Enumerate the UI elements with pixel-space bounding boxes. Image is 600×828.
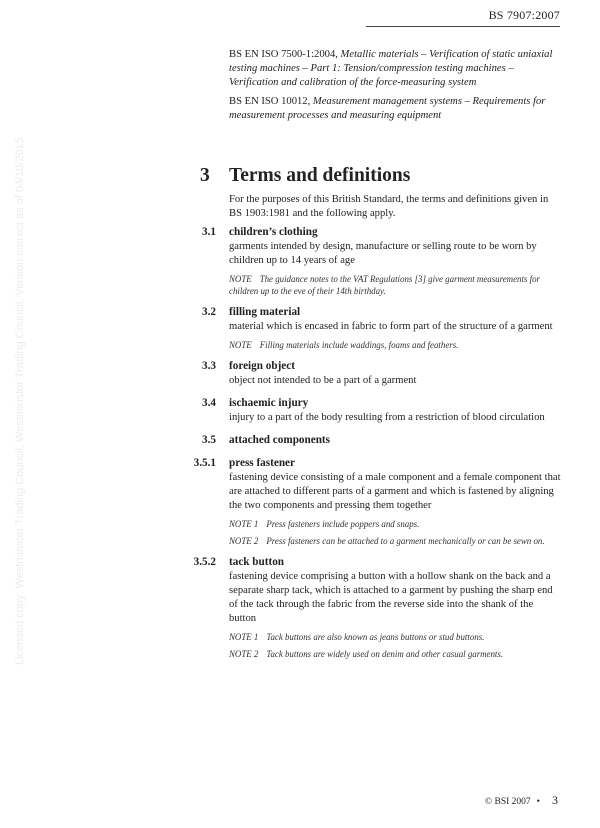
term-note — [229, 273, 559, 297]
term-number: 3.3 — [202, 360, 216, 372]
reference-code: BS EN ISO 10012, — [229, 96, 311, 107]
term-definition: injury to a part of the body resulting from a restriction of blood circulation — [229, 412, 545, 423]
normative-references-list — [229, 48, 557, 128]
reference-title: Metallic materials – Verification of static uniaxial testing machines – Part 1: Tension/compression testing machines – Verification and calibration of the force-measuring system — [229, 49, 553, 88]
section-title: Terms and definitions — [229, 165, 411, 186]
page-footer — [485, 793, 558, 808]
term-note — [229, 535, 559, 547]
note-label: NOTE 2 — [229, 649, 259, 659]
note-text: Tack buttons are widely used on denim and other casual garments. — [266, 649, 504, 659]
reference-code: BS EN ISO 7500-1:2004, — [229, 49, 338, 60]
note-text: The guidance notes to the VAT Regulations [3] give garment measurements for children up to the eve of their 14th birthday. — [229, 274, 540, 296]
term-name: filling material — [229, 306, 301, 318]
reference-item — [229, 95, 557, 123]
reference-title: Measurement management systems – Requirements for measurement processes and measuring equipment — [229, 96, 546, 121]
term-entry — [0, 359, 600, 388]
note-label: NOTE — [229, 340, 252, 350]
term-number: 3.5.2 — [193, 556, 216, 568]
term-number: 3.4 — [202, 397, 216, 409]
term-entry — [0, 305, 600, 351]
page-header-standard-id: BS 7907:2007 — [366, 8, 560, 27]
term-name: children’s clothing — [229, 226, 318, 238]
term-number: 3.5 — [202, 434, 216, 446]
note-text: Filling materials include waddings, foams and feathers. — [259, 340, 459, 350]
term-note — [229, 631, 559, 643]
note-label: NOTE — [229, 274, 252, 284]
term-entry — [0, 396, 600, 425]
reference-item — [229, 48, 557, 90]
note-label: NOTE 2 — [229, 536, 259, 546]
term-entry — [0, 555, 600, 660]
footer-bullet: • — [536, 797, 540, 807]
term-entry — [0, 433, 600, 448]
term-definition: fastening device consisting of a male component and a female component that are attached to different parts of a garment and which is fastened by aligning the two components and pressing them together — [229, 472, 561, 511]
term-name: attached components — [229, 434, 330, 446]
note-text: Tack buttons are also known as jeans buttons or stud buttons. — [266, 632, 485, 642]
terms-list — [0, 225, 600, 668]
page-number: 3 — [552, 793, 558, 807]
term-entry — [0, 456, 600, 547]
term-definition: fastening device comprising a button with a hollow shank on the back and a separate sharp tack, which is attached to a garment by pushing the sharp end of the tack through the fabric from the reverse side into the shank of the button — [229, 571, 553, 624]
term-number: 3.1 — [202, 226, 216, 238]
term-definition: material which is encased in fabric to form part of the structure of a garment — [229, 321, 553, 332]
note-label: NOTE 1 — [229, 632, 259, 642]
section-number: 3 — [200, 165, 210, 186]
term-name: ischaemic injury — [229, 397, 309, 409]
term-number: 3.2 — [202, 306, 216, 318]
term-definition: object not intended to be a part of a garment — [229, 375, 417, 386]
term-number: 3.5.1 — [193, 457, 216, 469]
copyright-notice: © BSI 2007 — [484, 797, 531, 807]
term-note — [229, 339, 559, 351]
term-name: foreign object — [229, 360, 295, 372]
licence-watermark: Licensed copy: Westminster Trading Council, Westminster Trading Council, Version correct as of 04/10/2015 — [14, 137, 26, 665]
note-text: Press fasteners can be attached to a garment mechanically or can be sewn on. — [266, 536, 545, 546]
note-text: Press fasteners include poppers and snaps. — [266, 519, 420, 529]
term-name: press fastener — [229, 457, 295, 469]
term-entry — [0, 225, 600, 297]
section-heading — [200, 165, 580, 187]
section-intro: For the purposes of this British Standard, the terms and definitions given in BS 1903:1981 and the following apply. — [229, 194, 549, 219]
note-label: NOTE 1 — [229, 519, 259, 529]
term-name: tack button — [229, 556, 285, 568]
term-note — [229, 648, 559, 660]
term-note — [229, 518, 559, 530]
term-definition: garments intended by design, manufacture or selling route to be worn by children up to 14 years of age — [229, 241, 537, 266]
